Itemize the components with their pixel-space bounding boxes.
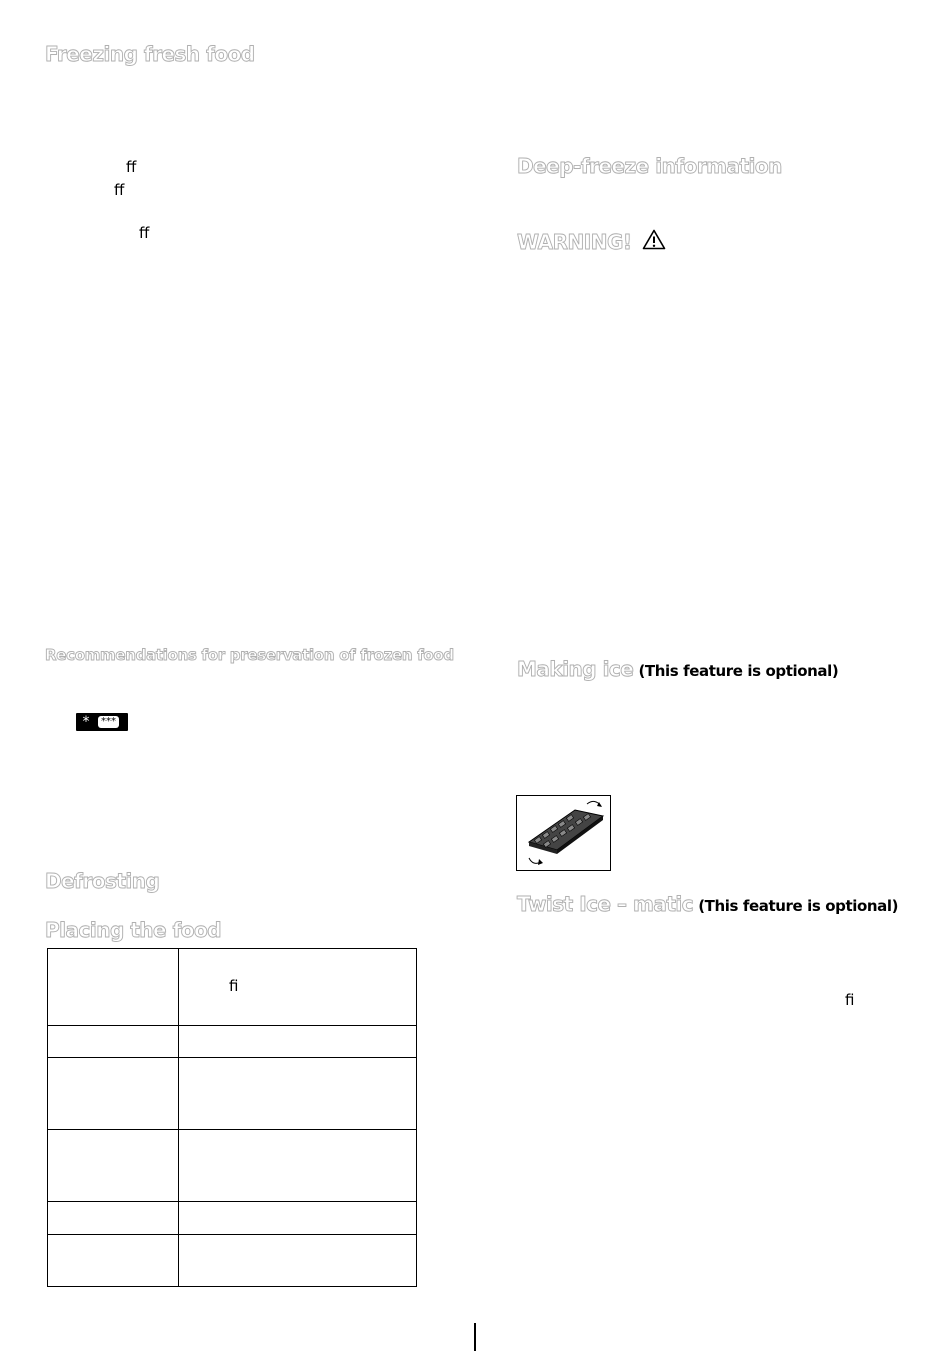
table-row bbox=[48, 1026, 417, 1058]
four-star-freezer-icon bbox=[76, 713, 128, 731]
ligature-glyph: ﬀ bbox=[139, 224, 150, 242]
table-cell bbox=[179, 1058, 417, 1130]
twist-ice-title bbox=[517, 892, 898, 916]
deep-freeze-heading: Deep-freeze information bbox=[517, 154, 782, 178]
table-row bbox=[48, 1235, 417, 1287]
table-cell bbox=[179, 1130, 417, 1202]
table-cell bbox=[48, 1235, 179, 1287]
table-cell bbox=[48, 1202, 179, 1235]
placing-food-table bbox=[47, 948, 417, 1287]
making-ice-title bbox=[517, 657, 838, 681]
ligature-glyph: ﬀ bbox=[114, 181, 125, 199]
twist-ice-heading: Twist Ice – matic bbox=[517, 892, 694, 916]
warning-heading: WARNING! bbox=[517, 229, 632, 254]
table-cell bbox=[179, 1026, 417, 1058]
table-cell bbox=[48, 1026, 179, 1058]
table-cell bbox=[179, 1202, 417, 1235]
table-row bbox=[48, 1058, 417, 1130]
ligature-glyph: ﬀ bbox=[126, 158, 137, 176]
freezing-fresh-food-heading: Freezing fresh food bbox=[45, 42, 255, 66]
table-cell bbox=[48, 949, 179, 1026]
ligature-glyph: ﬁ bbox=[845, 991, 855, 1009]
warning-triangle-icon bbox=[642, 229, 666, 254]
warning-block bbox=[517, 229, 666, 254]
ligature-glyph: ﬁ bbox=[229, 977, 239, 995]
snowflake-icon: * bbox=[82, 714, 90, 730]
ice-tray-twist-icon bbox=[516, 795, 611, 871]
making-ice-heading: Making ice bbox=[517, 657, 634, 681]
optional-note: (This feature is optional) bbox=[638, 662, 839, 680]
table-cell bbox=[48, 1058, 179, 1130]
recommendations-heading: Recommendations for preservation of frozen food bbox=[45, 646, 454, 664]
table-cell bbox=[48, 1130, 179, 1202]
page-number-bar bbox=[474, 1323, 476, 1351]
table-row bbox=[48, 1202, 417, 1235]
table-row bbox=[48, 949, 417, 1026]
table-row bbox=[48, 1130, 417, 1202]
table-cell bbox=[179, 949, 417, 1026]
optional-note: (This feature is optional) bbox=[698, 897, 899, 915]
table-cell bbox=[179, 1235, 417, 1287]
placing-food-heading: Placing the food bbox=[45, 918, 222, 942]
defrosting-heading: Defrosting bbox=[45, 869, 160, 893]
freezer-stars-icon: *** bbox=[98, 716, 119, 728]
